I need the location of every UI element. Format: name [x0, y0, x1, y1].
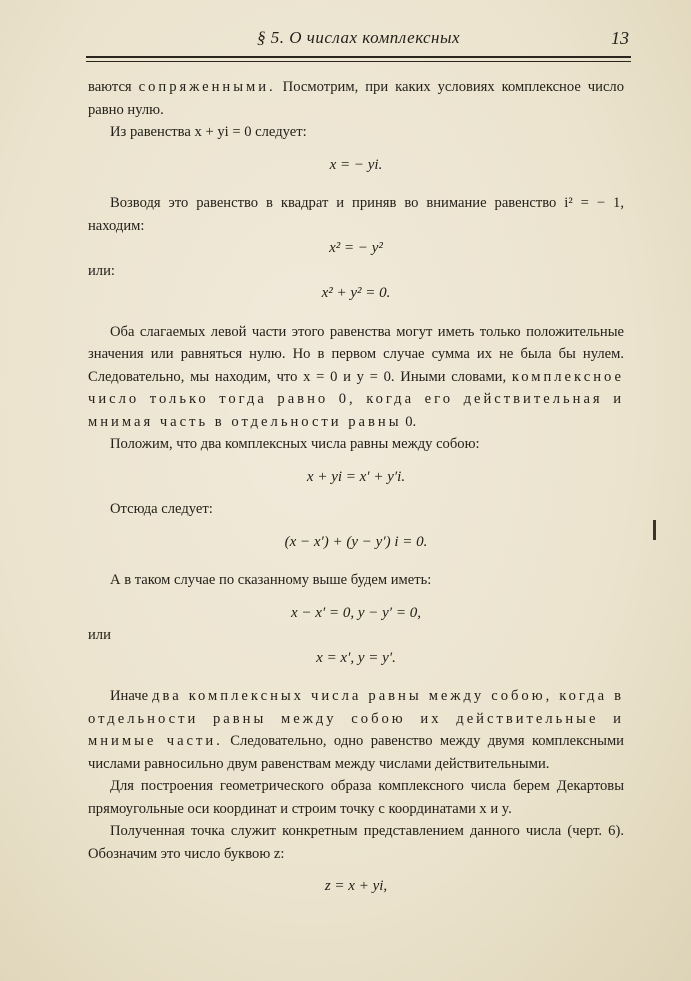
paragraph-1-text-a: ваются: [88, 79, 139, 95]
paragraph-8: [88, 685, 624, 775]
equation-4: x + yi = x′ + y′i.: [306, 468, 406, 485]
paragraph-8-text-b: Следовательно, одно равенство между двумя комплексными числами равносильно двум равенствам между числами действительными.: [88, 733, 624, 772]
equation-6: x − x′ = 0, y − y′ = 0,: [291, 604, 421, 621]
equation-5: (x − x′) + (y − y′) i = 0.: [284, 533, 428, 550]
running-title: § 5. О числах комплексных: [256, 28, 461, 47]
header-rule-thick: [86, 56, 631, 58]
word-ili-2: или: [88, 627, 111, 643]
paragraph-7: А в таком случае по сказанному выше будем иметь:: [110, 572, 432, 588]
equation-3: x² + y² = 0.: [321, 285, 391, 301]
paragraph-8-text-a: Иначе: [110, 688, 153, 704]
word-ili-1: или:: [88, 262, 115, 279]
equation-7: x = x′, y = y′.: [316, 649, 396, 666]
paragraph-4: [88, 321, 624, 434]
equation-8: z = x + yi,: [324, 878, 388, 894]
paragraph-8-spaced-statement: два комплексных числа равны между собою, когда в отдельности равны между собою их действительные и мнимые части.: [88, 688, 624, 749]
paragraph-10: Полученная точка служит конкретным представлением данного числа (черт. 6). Обозначим это число буквою z:: [88, 823, 624, 862]
page-number: 13: [611, 28, 629, 48]
paragraph-1-text-b: Посмотрим, при каких условиях комплексное число равно нулю.: [88, 79, 624, 118]
running-header: [86, 28, 631, 52]
paragraph-5: Положим, что два комплексных числа равны между собою:: [110, 436, 480, 452]
paragraph-3: Возводя это равенство в квадрат и приняв во внимание равенство i² = − 1, находим:: [88, 195, 624, 234]
paragraph-1-spaced-term: сопряженными.: [138, 79, 276, 95]
paragraph-4-spaced-statement: комплексное число только тогда равно 0, когда его действительная и мнимая часть в отдельности равны: [88, 368, 624, 430]
paragraph-1: [88, 76, 624, 121]
paragraph-4-text-a: Оба слагаемых левой части этого равенства могут иметь только положительные значения или равняться нулю. Но в первом случае сумма их не была бы нулем. Следовательно, мы находим, что x = 0 и y = 0. Иными словами,: [88, 323, 624, 385]
equation-1: x = − yi.: [329, 156, 383, 173]
margin-mark: [653, 520, 656, 540]
header-rule-thin: [86, 61, 631, 62]
body-text: [88, 76, 624, 898]
paragraph-2: Из равенства x + yi = 0 следует:: [110, 124, 307, 140]
paragraph-9: Для построения геометрического образа комплексного числа берем Декартовы прямоугольные оси координат и строим точку с координатами x и y.: [88, 778, 624, 817]
paragraph-4-text-b: 0.: [401, 413, 417, 430]
equation-2: x² = − y²: [329, 240, 383, 256]
paragraph-6: Отсюда следует:: [110, 501, 213, 517]
